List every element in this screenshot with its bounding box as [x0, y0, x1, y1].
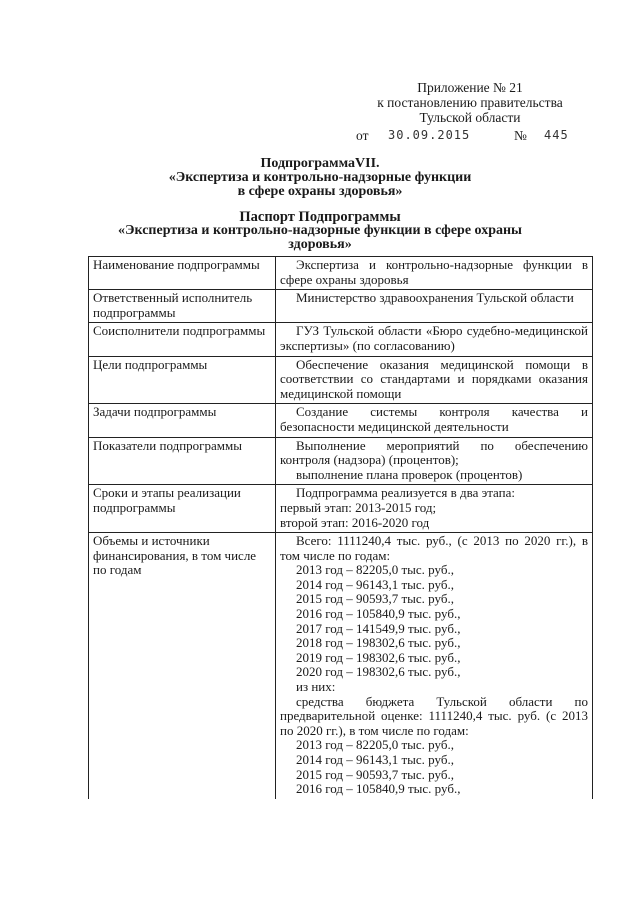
row-value: [276, 533, 593, 799]
row-value: Министерство здравоохранения Тульской области: [276, 290, 593, 323]
funding-year: 2013 год – 82205,0 тыс. руб.,: [296, 562, 454, 578]
table-row: [89, 437, 593, 485]
stage-1: первый этап: 2013-2015 год;: [280, 499, 437, 515]
table-row: [89, 257, 593, 290]
passport-table: [88, 256, 593, 799]
order-date-label: от: [356, 128, 369, 143]
budget-year: 2015 год – 90593,7 тыс. руб.,: [296, 766, 454, 782]
table-row: [89, 323, 593, 356]
appendix-region: Тульской области: [419, 110, 521, 125]
row-label: Сроки и этапы реализации подпрограммы: [89, 485, 276, 533]
table-row: [89, 485, 593, 533]
order-date: 30.09.2015: [388, 128, 471, 142]
row-value: Экспертиза и контрольно-надзорные функции в сфере охраны здоровья: [276, 257, 593, 290]
row-label: Ответственный исполнитель подпрограммы: [89, 290, 276, 323]
table-row: [89, 356, 593, 404]
appendix-header: [360, 80, 580, 125]
row-label: Соисполнители подпрограммы: [89, 323, 276, 356]
funding-year: 2019 год – 198302,6 тыс. руб.,: [296, 649, 461, 665]
funding-total: Всего: 1111240,4 тыс. руб., (с 2013 по 2020 гг.), в том числе по годам:: [280, 533, 588, 563]
funding-year: 2016 год – 105840,9 тыс. руб.,: [296, 606, 461, 622]
budget-year: 2013 год – 82205,0 тыс. руб.,: [296, 737, 454, 753]
order-number-label: №: [514, 128, 527, 143]
row-label: Показатели подпрограммы: [89, 437, 276, 485]
appendix-resolution-ref: к постановлению правительства: [377, 95, 563, 110]
funding-year: 2017 год – 141549,9 тыс. руб.,: [296, 620, 461, 636]
stage-2: второй этап: 2016-2020 год: [280, 514, 430, 530]
funding-year: 2020 год – 198302,6 тыс. руб.,: [296, 664, 461, 680]
funding-year: 2018 год – 198302,6 тыс. руб.,: [296, 635, 461, 651]
passport-title-line-2: «Экспертиза и контрольно-надзорные функции в сфере охраны: [118, 223, 522, 238]
table-row: [89, 290, 593, 323]
passport-title-line-1: Паспорт Подпрограммы: [239, 209, 401, 225]
stages-intro: Подпрограмма реализуется в два этапа:: [296, 485, 515, 501]
funding-of-them: из них:: [296, 679, 336, 695]
subprogram-title: [90, 157, 550, 199]
indicator-2: выполнение плана проверок (процентов): [296, 466, 523, 482]
subprogram-title-line-2: «Экспертиза и контрольно-надзорные функции: [168, 170, 472, 185]
row-label: Объемы и источники финансирования, в том числе по годам: [89, 533, 276, 799]
passport-title: [90, 210, 550, 252]
budget-year: 2016 год – 105840,9 тыс. руб.,: [296, 781, 461, 797]
funding-year: 2015 год – 90593,7 тыс. руб.,: [296, 591, 454, 607]
funding-budget: средства бюджета Тульской области по предварительной оценке: 1111240,4 тыс. руб. (с 2013 по 2020 гг.), в том числе по годам:: [280, 693, 588, 738]
table-row: [89, 404, 593, 437]
row-value: [276, 437, 593, 485]
funding-year: 2014 год – 96143,1 тыс. руб.,: [296, 576, 454, 592]
appendix-number: Приложение № 21: [417, 80, 523, 95]
passport-title-line-3: здоровья»: [288, 237, 352, 252]
subprogram-title-line-1: ПодпрограммаVII.: [260, 156, 380, 171]
subprogram-title-line-3: в сфере охраны здоровья»: [237, 184, 403, 199]
row-label: Наименование подпрограммы: [89, 257, 276, 290]
indicator-1: Выполнение мероприятий по обеспечению контроля (надзора) (процентов);: [280, 437, 588, 468]
row-value: Обеспечение оказания медицинской помощи в соответствии со стандартами и порядками оказания медицинской помощи: [276, 356, 593, 404]
row-value: Создание системы контроля качества и безопасности медицинской деятельности: [276, 404, 593, 437]
budget-year: 2014 год – 96143,1 тыс. руб.,: [296, 752, 454, 767]
row-value: [276, 485, 593, 533]
row-value: ГУЗ Тульской области «Бюро судебно-медицинской экспертизы» (по согласованию): [276, 323, 593, 356]
row-label: Задачи подпрограммы: [89, 404, 276, 437]
table-row: [89, 533, 593, 799]
order-number: 445: [544, 128, 569, 142]
row-label: Цели подпрограммы: [89, 356, 276, 404]
